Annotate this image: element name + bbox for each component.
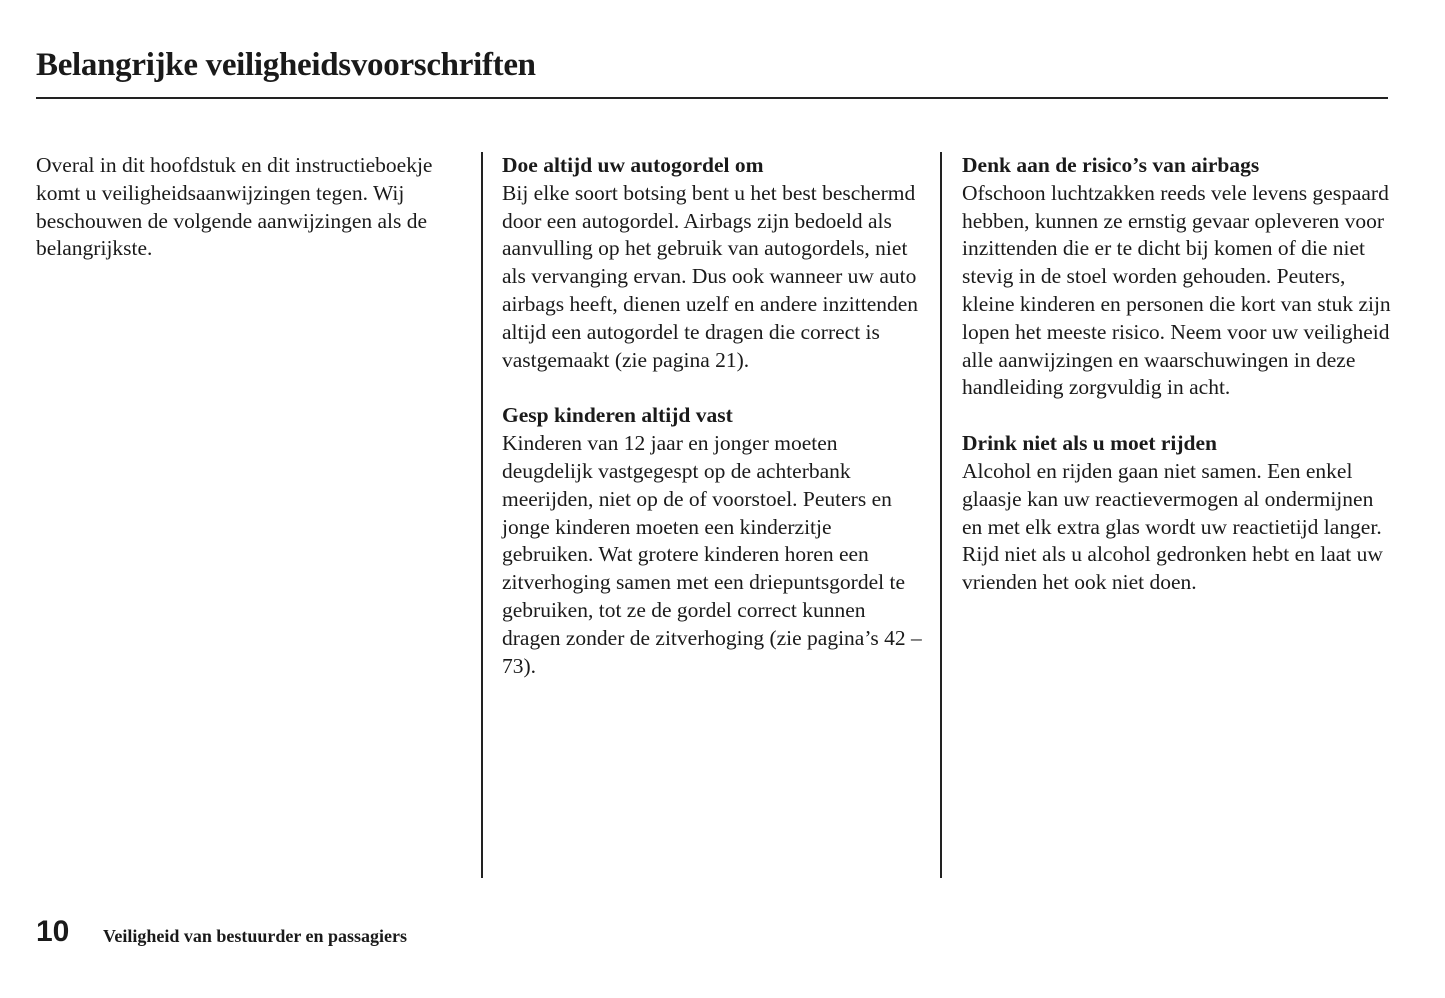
column-right	[962, 152, 1392, 597]
airbags-text: Ofschoon luchtzakken reeds vele levens gespaard hebben, kunnen ze ernstig gevaar opleveren voor inzittenden die er te dicht bij komen of die niet stevig in de stoel worden gehouden. Peuters, kleine kinderen en personen die kort van stuk zijn lopen het meeste risico. Neem voor uw veiligheid alle aanwijzingen en waarschuwingen in deze handleiding zorgvuldig in acht.	[962, 180, 1391, 400]
section-airbags	[962, 152, 1392, 402]
airbags-heading: Denk aan de risico’s van airbags	[962, 153, 1260, 177]
children-text: Kinderen van 12 jaar en jonger moeten deugdelijk vastgegespt op de achterbank meerijden, niet op de of voorstoel. Peuters en jonge kinderen moeten een kinderzitje gebruiken. Wat grotere kinderen horen een zitverhoging samen met een driepuntsgordel te gebruiken, tot ze de gordel correct kunnen dragen zonder de zitverhoging (zie pagina’s 42 – 73).	[502, 431, 922, 678]
seatbelt-text: Bij elke soort botsing bent u het best beschermd door een autogordel. Airbags zijn bedoeld als aanvulling op het gebruik van autogordels, niet als vervanging ervan. Dus ook wanneer uw auto airbags heeft, dienen uzelf en andere inzittenden altijd een autogordel te dragen die correct is vastgemaakt (zie pagina 21).	[502, 180, 919, 372]
section-seatbelt	[502, 152, 927, 374]
column-middle	[502, 152, 927, 680]
column-divider	[940, 152, 942, 878]
column-divider	[481, 152, 483, 878]
page-title: Belangrijke veiligheidsvoorschriften	[36, 47, 536, 83]
children-heading: Gesp kinderen altijd vast	[502, 403, 733, 428]
column-intro	[36, 152, 466, 263]
seatbelt-heading: Doe altijd uw autogordel om	[502, 153, 764, 177]
intro-section	[36, 152, 466, 263]
title-rule	[36, 97, 1388, 99]
footer-section-title: Veiligheid van bestuurder en passagiers	[103, 926, 408, 946]
alcohol-heading: Drink niet als u moet rijden	[962, 431, 1218, 456]
intro-text: Overal in dit hoofdstuk en dit instructieboekje komt u veiligheidsaanwijzingen tegen. Wij beschouwen de volgende aanwijzingen als de belangrijkste.	[36, 153, 433, 261]
section-alcohol	[962, 430, 1392, 597]
section-children	[502, 402, 927, 680]
page-number: 10	[36, 915, 70, 948]
alcohol-text: Alcohol en rijden gaan niet samen. Een enkel glaasje kan uw reactievermogen al ondermijnen en met elk extra glas wordt uw reactietijd langer. Rijd niet als u alcohol gedronken hebt en laat uw vrienden het ook niet doen.	[962, 458, 1383, 595]
